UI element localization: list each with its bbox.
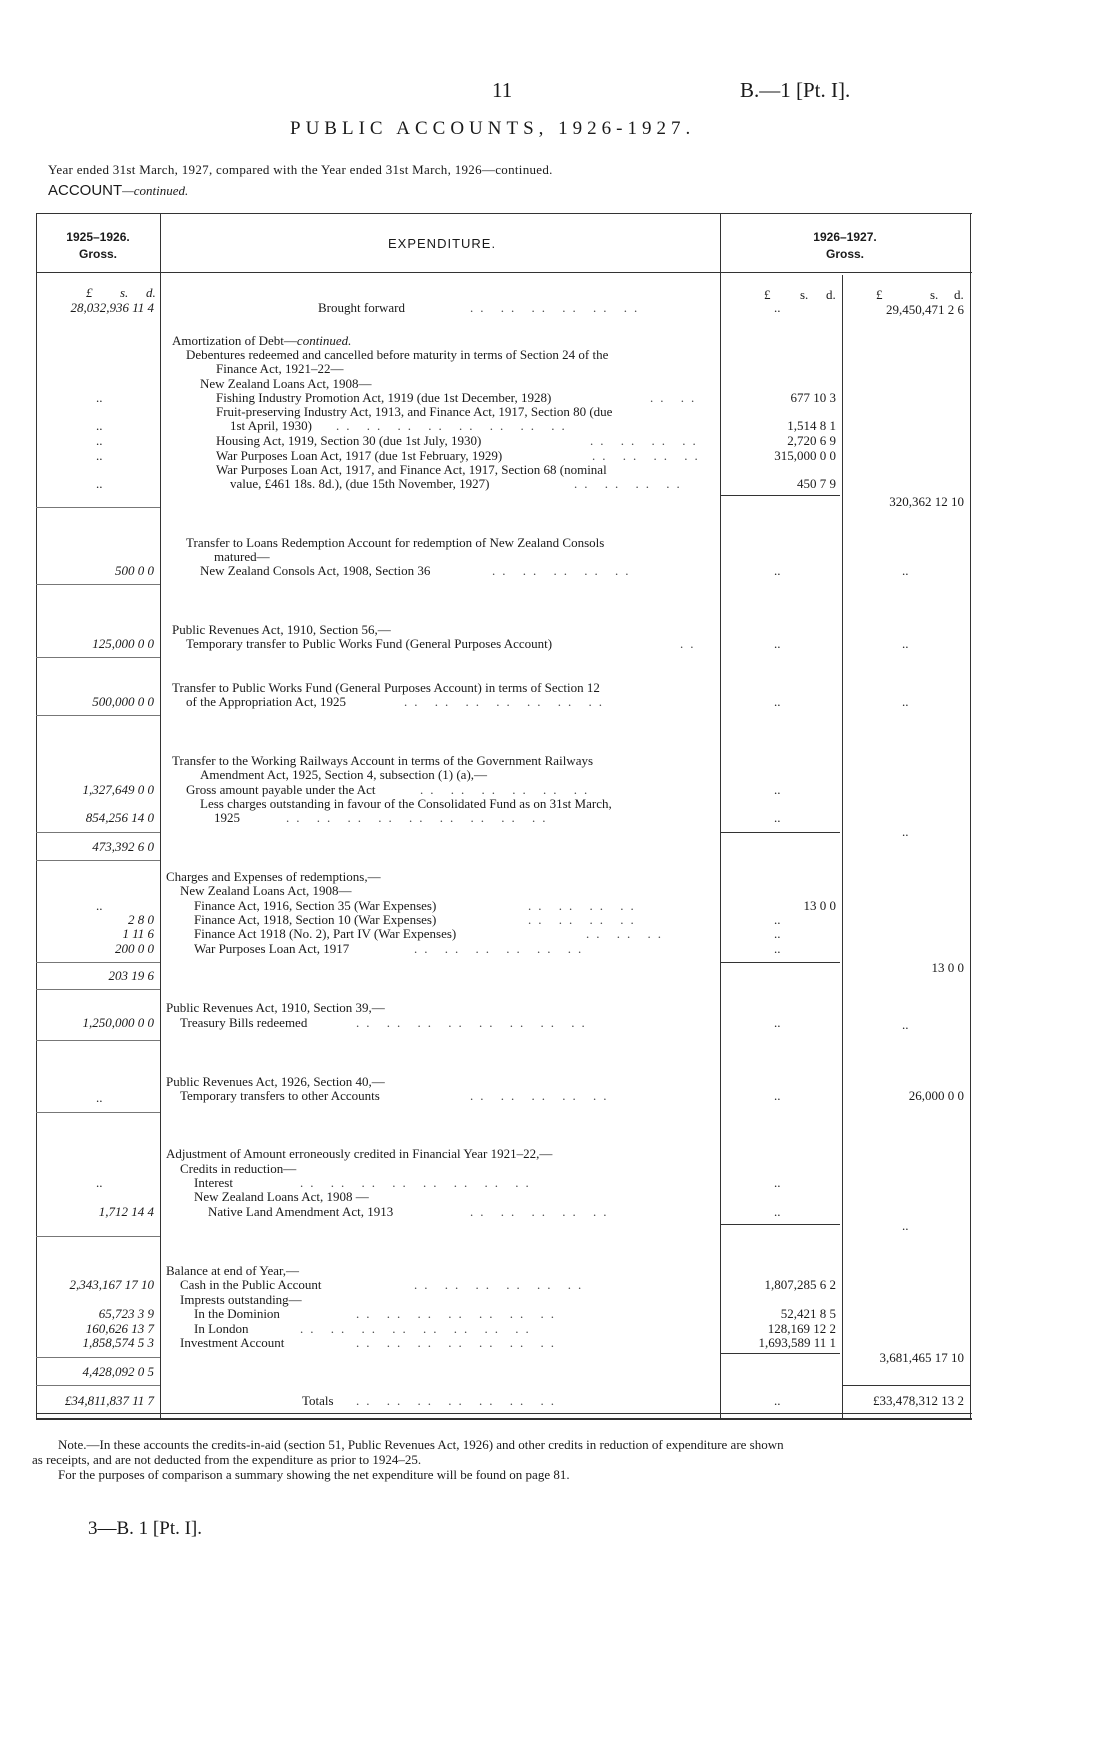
- loans-redemption-line-2: matured—: [214, 549, 270, 564]
- leader-dots: .. .. .. .. .. .. .. ..: [356, 1015, 592, 1030]
- header-expenditure: EXPENDITURE.: [388, 236, 497, 251]
- table-bottom-rule-2: [36, 1418, 972, 1420]
- c1-cash: 1,807,285 6 2: [764, 1277, 836, 1292]
- prev-housing-dots: ..: [96, 433, 103, 448]
- leader-dots: .. ..: [650, 390, 702, 405]
- prev-rule-5: [36, 832, 160, 833]
- note-line-1: Note.—In these accounts the credits-in-aid (section 51, Public Revenues Act, 1926) and other credits in reduction of expenditure are shown: [58, 1437, 784, 1452]
- prev-railways-net: 473,392 6 0: [92, 839, 154, 854]
- working-railways-line-2-text: Amendment Act, 1925, Section 4, subsection (1) (a),—: [200, 767, 488, 782]
- page-number: 11: [492, 78, 513, 102]
- totals-label: Totals: [302, 1393, 334, 1408]
- public-revenues-1910-s39: Public Revenues Act, 1910, Section 39,—: [166, 1000, 385, 1015]
- prev-treasury-bills: 1,250,000 0 0: [82, 1015, 154, 1030]
- c1-rule-2: [720, 832, 840, 833]
- c2-amortization-total: 320,362 12 10: [889, 494, 964, 509]
- housing-act-item: Housing Act, 1919, Section 30 (due 1st July, 1930): [216, 433, 482, 448]
- account-heading-label: ACCOUNT: [48, 182, 123, 199]
- c1-war-purposes-1: 315,000 0 0: [774, 448, 836, 463]
- c1-bf-dots: ..: [774, 300, 781, 315]
- less-charges-line-2: 1925: [214, 810, 240, 825]
- prev-temp-transfer: 125,000 0 0: [92, 636, 154, 651]
- leader-dots: .. .. ..: [586, 926, 668, 941]
- temp-transfer-public-works: Temporary transfer to Public Works Fund (General Purposes Account): [186, 636, 553, 651]
- col-divider-curr: [842, 275, 843, 1419]
- prev-railways-less: 854,256 14 0: [85, 810, 154, 825]
- native-land-amendment: Native Land Amendment Act, 1913: [208, 1204, 394, 1219]
- debentures-line-2: Finance Act, 1921–22—: [216, 361, 344, 376]
- prev-rule-4: [36, 715, 160, 716]
- charges-finance-1918: Finance Act, 1918, Section 10 (War Expenses): [194, 912, 437, 927]
- c1-imprest-london: 128,169 12 2: [767, 1321, 836, 1336]
- c1-railways-gross-dots: ..: [774, 782, 781, 797]
- imprests-dominion: In the Dominion: [194, 1306, 280, 1321]
- leader-dots: .. .. .. ..: [592, 448, 705, 463]
- leader-dots: .. .. .. .. .. .. ..: [356, 1393, 561, 1408]
- prev-rule-6: [36, 860, 160, 861]
- c1-consols-dots: ..: [774, 563, 781, 578]
- fruit-preserving-line-2: 1st April, 1930): [230, 418, 312, 433]
- c1-lsd-pound: £: [764, 287, 771, 302]
- prev-rule-3: [36, 657, 160, 658]
- fruit-preserving-line-1: Fruit-preserving Industry Act, 1913, and Finance Act, 1917, Section 80 (due: [216, 404, 613, 419]
- c1-rule-1: [720, 495, 840, 496]
- c2-lsd-pound: £: [876, 287, 883, 302]
- note-line-2: as receipts, and are not deducted from the expenditure as prior to 1924–25.: [32, 1452, 422, 1467]
- col-divider-prev: [160, 213, 161, 1419]
- charges-nz-loans-act: New Zealand Loans Act, 1908—: [180, 883, 352, 898]
- c2-brought-forward: 29,450,471 2 6: [886, 302, 964, 317]
- charges-finance-1918-no2: Finance Act 1918 (No. 2), Part IV (War Expenses): [194, 926, 457, 941]
- leader-dots: .. .. .. .. ..: [470, 1204, 614, 1219]
- leader-dots: .. .. .. .. .. .. .. .. ..: [286, 810, 553, 825]
- c1-native-land-dots: ..: [774, 1204, 781, 1219]
- header-prev-year-label: 1925–1926.: [66, 230, 130, 244]
- prev-rule-9: [36, 1040, 160, 1041]
- c1-rule-5: [720, 1353, 840, 1354]
- imprests-outstanding: Imprests outstanding—: [180, 1292, 302, 1307]
- charges-finance-1916: Finance Act, 1916, Section 35 (War Expenses): [194, 898, 437, 913]
- c1-housing: 2,720 6 9: [787, 433, 836, 448]
- c2-railways-dots: ..: [902, 824, 909, 839]
- prev-balance-total: 4,428,092 0 5: [82, 1364, 154, 1379]
- header-curr-year: [720, 229, 970, 263]
- c1-lsd-shilling: s.: [800, 287, 809, 302]
- c1-war-purposes-2: 450 7 9: [797, 476, 836, 491]
- c1-fruit: 1,514 8 1: [787, 418, 836, 433]
- c1-rule-3: [720, 962, 840, 963]
- gross-amount-payable: Gross amount payable under the Act: [186, 782, 376, 797]
- header-curr-year-label: 1926–1927.: [813, 230, 877, 244]
- c1-investment: 1,693,589 11 1: [758, 1335, 836, 1350]
- header-prev-gross: Gross.: [78, 247, 117, 261]
- c1-charges-war-dots: ..: [774, 941, 781, 956]
- prev-lsd-pence: d.: [146, 285, 156, 300]
- page-title: PUBLIC ACCOUNTS, 1926-1927.: [290, 118, 696, 139]
- c2-charges-total: 13 0 0: [931, 960, 964, 975]
- c1-total-dots: ..: [774, 1393, 781, 1408]
- prev-rule-8: [36, 989, 160, 990]
- prev-lsd-shilling: s.: [120, 285, 129, 300]
- cash-public-account: Cash in the Public Account: [180, 1277, 322, 1292]
- prev-grand-total: £34,811,837 11 7: [64, 1393, 154, 1408]
- fishing-industry-item: Fishing Industry Promotion Act, 1919 (due 1st December, 1928): [216, 390, 552, 405]
- prev-rule-13: [36, 1385, 160, 1386]
- c2-temp-transfers: 26,000 0 0: [908, 1088, 964, 1103]
- col-divider-right: [970, 213, 971, 1419]
- c2-treasury-dots: ..: [902, 1017, 909, 1032]
- prev-imprest-london: 160,626 13 7: [85, 1321, 154, 1336]
- prev-fruit-dots: ..: [96, 418, 103, 433]
- c2-public-works-dots: ..: [902, 694, 909, 709]
- prev-brought-forward: 28,032,936 11 4: [70, 300, 154, 315]
- consols-act-item: New Zealand Consols Act, 1908, Section 36: [200, 563, 431, 578]
- prev-public-works: 500,000 0 0: [92, 694, 154, 709]
- prev-charges-dots: ..: [96, 898, 103, 913]
- prev-rule-7: [36, 962, 160, 963]
- c1-charges-1918-dots: ..: [774, 912, 781, 927]
- leader-dots: .. .. .. .. .. ..: [420, 782, 595, 797]
- leader-dots: .. .. .. .. ..: [492, 563, 636, 578]
- transfer-public-works-line-1: Transfer to Public Works Fund (General Purposes Account) in terms of Section 12: [172, 680, 600, 695]
- prev-lsd-pound: £: [86, 285, 93, 300]
- c2-lsd-shilling: s.: [930, 287, 939, 302]
- header-prev-year: [36, 229, 160, 263]
- page-subtitle: Year ended 31st March, 1927, compared with the Year ended 31st March, 1926—continued.: [48, 162, 553, 177]
- prev-interest-dots: ..: [96, 1175, 103, 1190]
- prev-investment: 1,858,574 5 3: [82, 1335, 154, 1350]
- credits-in-reduction: Credits in reduction—: [180, 1161, 297, 1176]
- prev-fish-dots: ..: [96, 390, 103, 405]
- prev-charges-war: 200 0 0: [115, 941, 154, 956]
- c2-rule-total: [842, 1385, 970, 1386]
- charges-expenses-heading: Charges and Expenses of redemptions,—: [166, 869, 381, 884]
- balance-heading: Balance at end of Year,—: [166, 1263, 300, 1278]
- prev-rule-1: [36, 507, 160, 508]
- c1-lsd-pence: d.: [826, 287, 836, 302]
- nz-loans-act-heading: New Zealand Loans Act, 1908—: [200, 376, 372, 391]
- leader-dots: .. .. .. .. .. ..: [414, 1277, 589, 1292]
- c1-imprest-dominion: 52,421 8 5: [780, 1306, 836, 1321]
- c2-consols-dots: ..: [902, 563, 909, 578]
- c1-rule-4: [720, 1224, 840, 1225]
- account-heading-continued: —continued.: [122, 183, 189, 198]
- leader-dots: .. .. .. .. .. .. ..: [356, 1335, 561, 1350]
- war-purposes-item-1: War Purposes Loan Act, 1917 (due 1st February, 1929): [216, 448, 503, 463]
- prev-charges-1918-2: 1 11 6: [122, 926, 154, 941]
- c1-fishing: 677 10 3: [790, 390, 836, 405]
- public-revenues-1926-heading: Public Revenues Act, 1926, Section 40,—: [166, 1074, 385, 1089]
- war-purposes-item-2-line-2: value, £461 18s. 8d.), (due 15th November, 1927): [230, 476, 490, 491]
- table-bottom-rule-1: [36, 1413, 972, 1414]
- war-purposes-item-2-line-1: War Purposes Loan Act, 1917, and Finance Act, 1917, Section 68 (nominal: [216, 462, 607, 477]
- header-curr-gross: Gross.: [825, 247, 864, 261]
- c2-balance-total: 3,681,465 17 10: [879, 1350, 964, 1365]
- c1-treasury-dots: ..: [774, 1015, 781, 1030]
- leader-dots: .. .. .. .. .. .. .. ..: [300, 1175, 536, 1190]
- prev-rule-2: [36, 584, 160, 585]
- leader-dots: .. .. .. .. .. .. ..: [356, 1306, 561, 1321]
- public-revenues-1910-heading: Public Revenues Act, 1910, Section 56,—: [172, 622, 391, 637]
- prev-native-land: 1,712 14 4: [98, 1204, 154, 1219]
- header-bottom-rule: [36, 272, 972, 273]
- leader-dots: .. .. .. ..: [574, 476, 687, 491]
- adjustment-interest: Interest: [194, 1175, 233, 1190]
- brought-forward-label: Brought forward: [318, 300, 406, 315]
- prev-war1-dots: ..: [96, 448, 103, 463]
- adjustment-nz-loans-act: New Zealand Loans Act, 1908 —: [194, 1189, 369, 1204]
- adjustment-heading: Adjustment of Amount erroneously credited in Financial Year 1921–22,—: [166, 1146, 553, 1161]
- table-top-rule: [36, 213, 972, 214]
- leader-dots: .. .. .. .. .. .. ..: [404, 694, 609, 709]
- less-charges-line-1: Less charges outstanding in favour of the Consolidated Fund as on 31st March,: [200, 796, 612, 811]
- prev-charges-1918: 2 8 0: [128, 912, 154, 927]
- prev-consols: 500 0 0: [115, 563, 154, 578]
- leader-dots: ..: [680, 636, 701, 651]
- prev-rule-12: [36, 1357, 160, 1358]
- c1-interest-dots: ..: [774, 1175, 781, 1190]
- leader-dots: .. .. .. .. .. ..: [414, 941, 589, 956]
- c1-temp-accounts-dots: ..: [774, 1088, 781, 1103]
- leader-dots: .. .. .. ..: [528, 898, 641, 913]
- leader-dots: .. .. .. ..: [590, 433, 703, 448]
- debentures-line-1: Debentures redeemed and cancelled before maturity in terms of Section 24 of the: [186, 347, 609, 362]
- document-reference: B.—1 [Pt. I].: [740, 78, 851, 102]
- prev-war2-dots: ..: [96, 476, 103, 491]
- temporary-transfers-other: Temporary transfers to other Accounts: [180, 1088, 380, 1103]
- prev-rule-10: [36, 1112, 160, 1113]
- prev-cash: 2,343,167 17 10: [69, 1277, 154, 1292]
- note-line-3: For the purposes of comparison a summary showing the net expenditure will be found on page 81.: [58, 1467, 570, 1482]
- leader-dots: .. .. .. .. .. .. .. ..: [300, 1321, 536, 1336]
- page-footer: 3—B. 1 [Pt. I].: [88, 1518, 202, 1539]
- investment-account: Investment Account: [180, 1335, 285, 1350]
- c1-charges-1916: 13 0 0: [803, 898, 836, 913]
- leader-dots: .. .. .. .. .. ..: [470, 300, 645, 315]
- amortization-continued: continued.: [296, 333, 352, 348]
- amortization-label: Amortization of Debt—: [172, 333, 297, 348]
- c2-adjustment-dots: ..: [902, 1218, 909, 1233]
- imprests-london: In London: [194, 1321, 249, 1336]
- working-railways-line-1: Transfer to the Working Railways Account in terms of the Government Railways: [172, 753, 594, 768]
- prev-rule-11: [36, 1236, 160, 1237]
- c2-lsd-pence: d.: [954, 287, 964, 302]
- c1-charges-1918-2-dots: ..: [774, 926, 781, 941]
- transfer-public-works-line-2: of the Appropriation Act, 1925: [186, 694, 346, 709]
- prev-imprest-dominion: 65,723 3 9: [98, 1306, 154, 1321]
- c2-temp-transfer-dots: ..: [902, 636, 909, 651]
- c2-grand-total: £33,478,312 13 2: [873, 1393, 964, 1408]
- account-heading: [48, 182, 188, 200]
- prev-charges-total: 203 19 6: [108, 968, 154, 983]
- leader-dots: .. .. .. .. .. .. .. ..: [336, 418, 572, 433]
- charges-war-purposes: War Purposes Loan Act, 1917: [194, 941, 350, 956]
- c1-public-works-dots: ..: [774, 694, 781, 709]
- leader-dots: .. .. .. .. ..: [470, 1088, 614, 1103]
- c1-temp-transfer-dots: ..: [774, 636, 781, 651]
- working-railways-line-2: [200, 767, 487, 783]
- prev-railways-gross: 1,327,649 0 0: [82, 782, 154, 797]
- prev-temp-accounts-dots: ..: [96, 1090, 103, 1105]
- leader-dots: .. .. .. ..: [528, 912, 641, 927]
- loans-redemption-line-1: Transfer to Loans Redemption Account for redemption of New Zealand Consols: [186, 535, 605, 550]
- c1-railways-less-dots: ..: [774, 810, 781, 825]
- treasury-bills-redeemed: Treasury Bills redeemed: [180, 1015, 308, 1030]
